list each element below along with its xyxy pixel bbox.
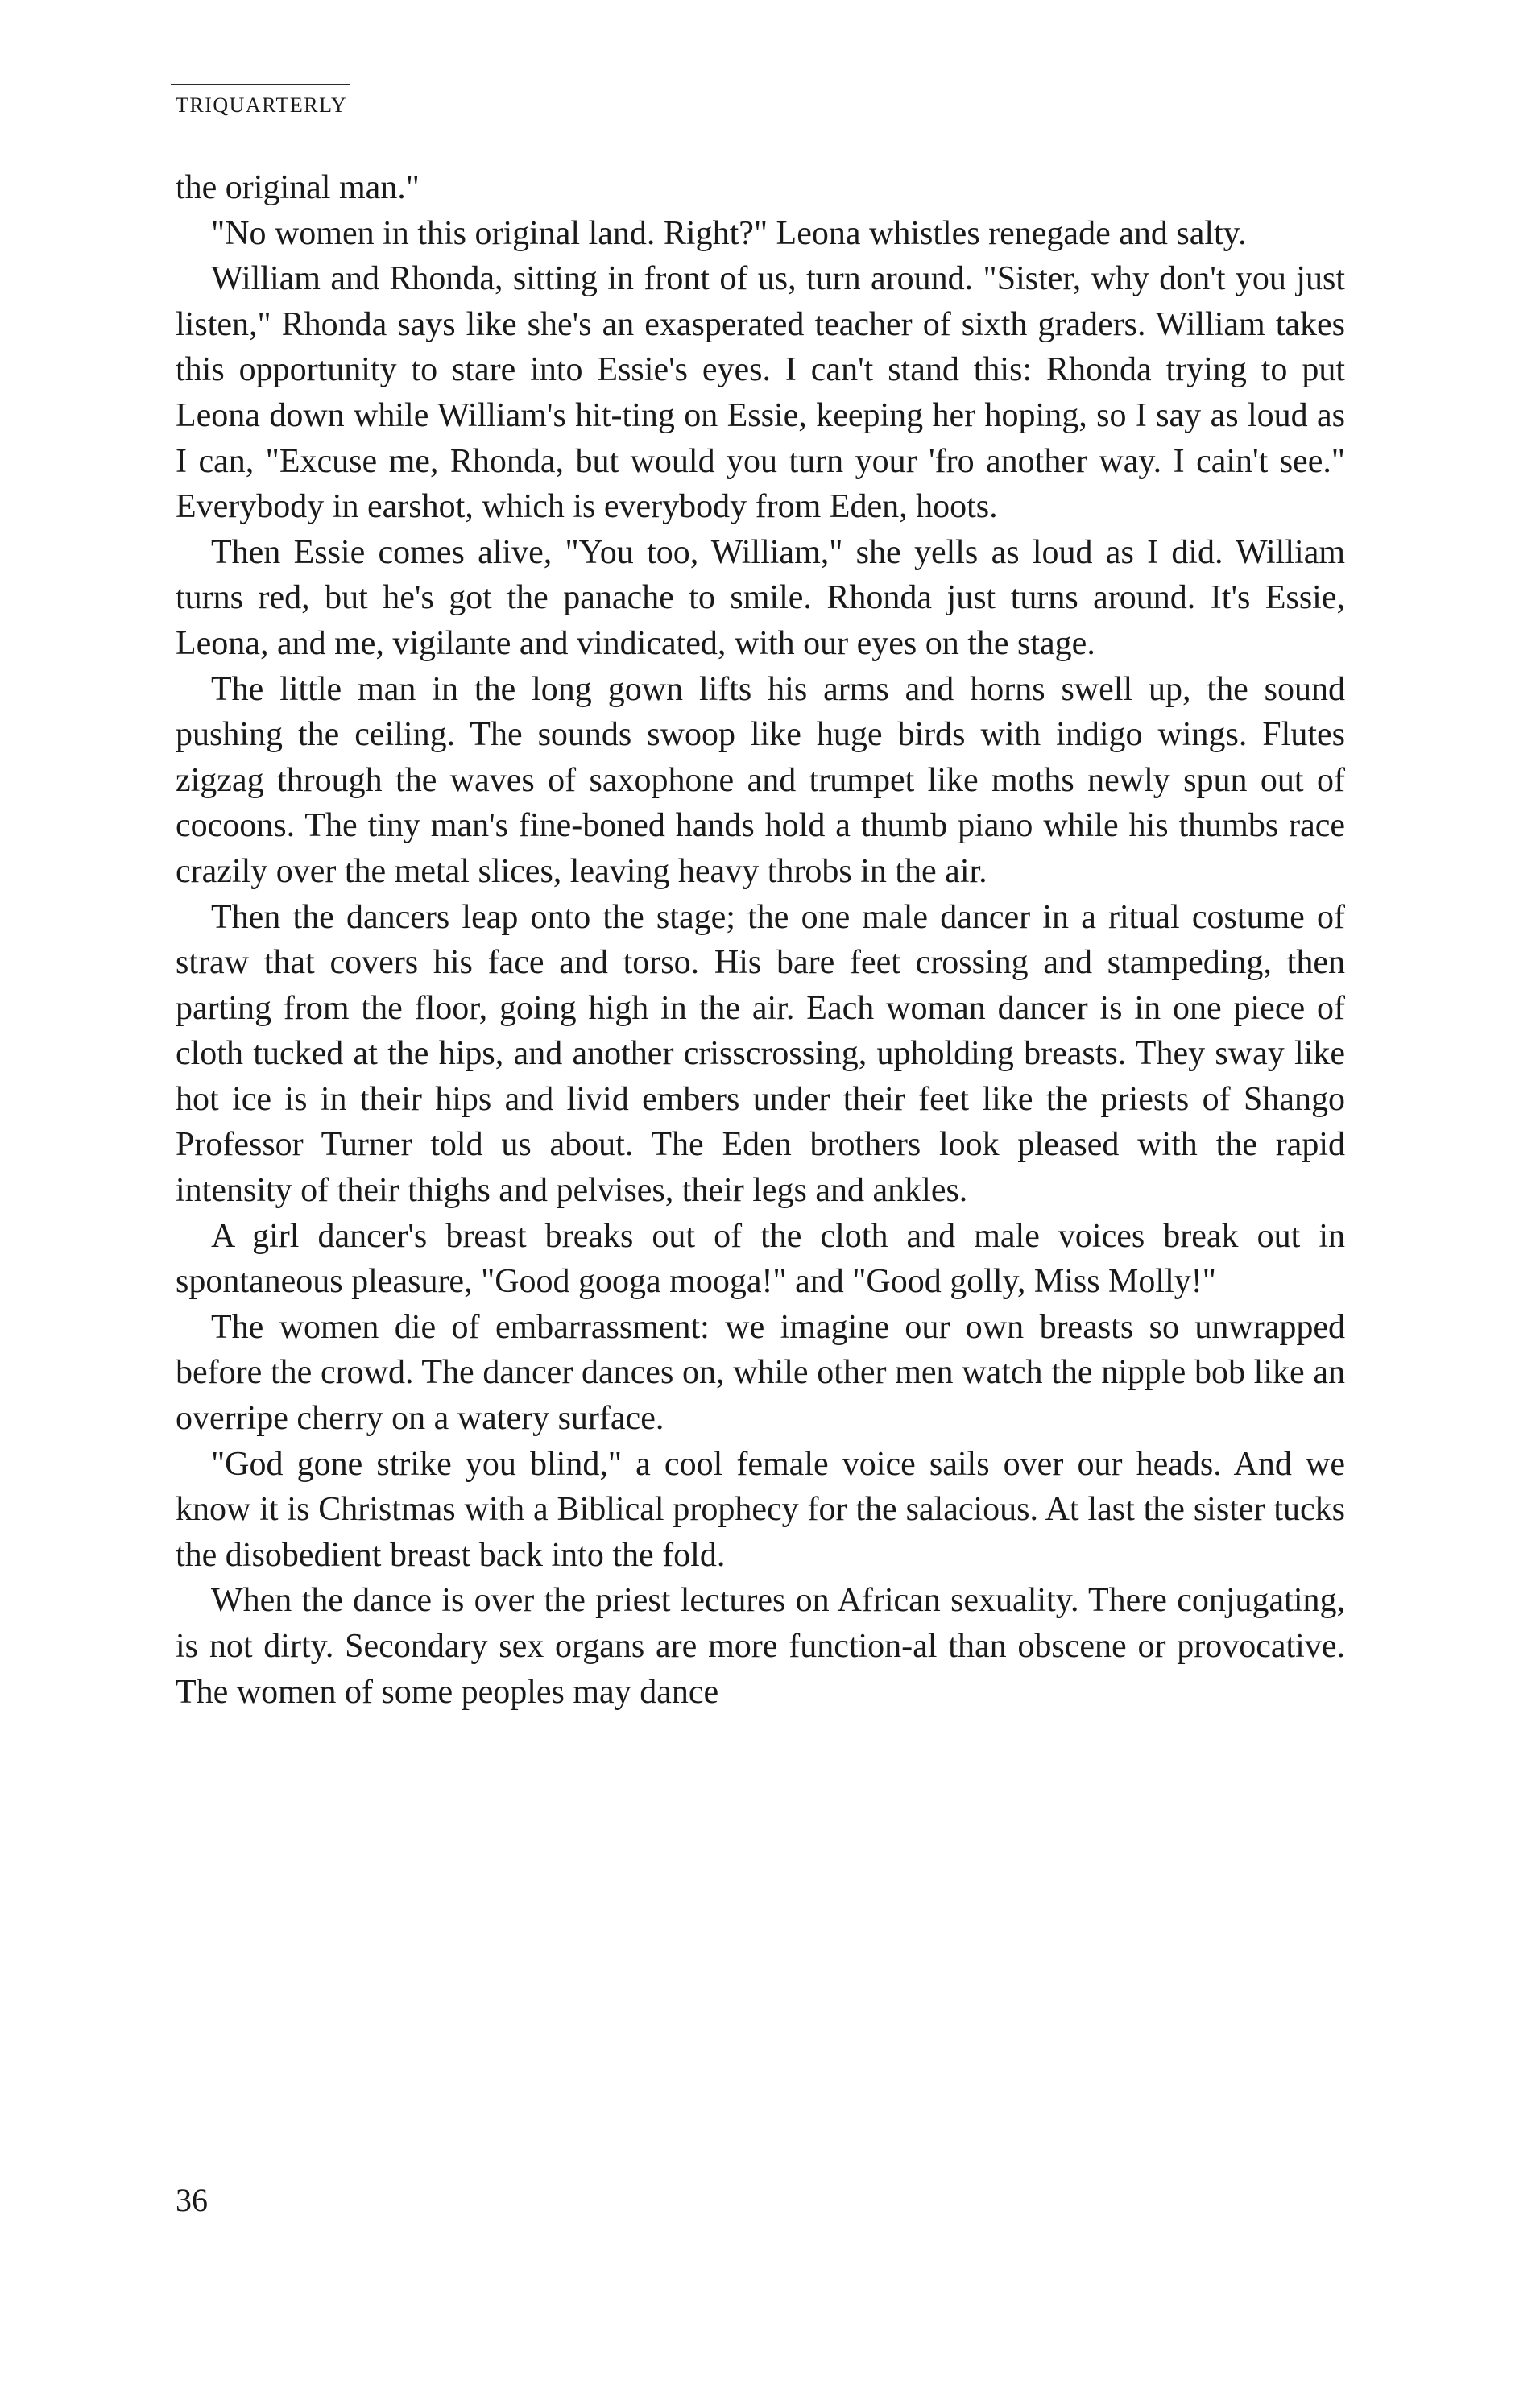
paragraph: Then Essie comes alive, "You too, William," she yells as loud as I did. William turns red, but he's got the panache to smile. Rhonda just turns around. It's Essie, Leona, and me, vigilante and vindicated, with our eyes on the stage. <box>176 533 1345 662</box>
paragraph: The little man in the long gown lifts his arms and horns swell up, the sound pushing the ceiling. The sounds swoop like huge birds with indigo wings. Flutes zigzag through the waves of saxophone and trumpet like moths newly spun out of cocoons. The tiny man's fine-boned hands hold a thumb piano while his thumbs race crazily over the metal slices, leaving heavy throbs in the air. <box>176 670 1345 890</box>
paragraph: the original man." <box>176 169 420 206</box>
body-text <box>176 165 1345 1715</box>
paragraph: "No women in this original land. Right?" Leona whistles renegade and salty. <box>211 214 1247 252</box>
paragraph: A girl dancer's breast breaks out of the cloth and male voices break out in spontaneous pleasure, "Good googa mooga!" and "Good golly, Miss Molly!" <box>176 1217 1345 1301</box>
page-number: 36 <box>176 2182 208 2218</box>
running-head: TRIQUARTERLY <box>176 93 348 117</box>
header-rule <box>171 84 350 85</box>
paragraph: When the dance is over the priest lectures on African sexuality. There conjugating, is not dirty. Secondary sex organs are more function-al than obscene or provocative. The women of some peoples may dance <box>176 1582 1345 1711</box>
paragraph: The women die of embarrassment: we imagine our own breasts so unwrapped before the crowd. The dancer dances on, while other men watch the nipple bob like an overripe cherry on a watery surface. <box>176 1308 1345 1438</box>
paragraph: William and Rhonda, sitting in front of us, turn around. "Sister, why don't you just listen," Rhonda says like she's an exasperated teacher of sixth graders. William takes this opportunity to stare into Essie's eyes. I can't stand this: Rhonda trying to put Leona down while William's hit-ting on Essie, keeping her hoping, so I say as loud as I can, "Excuse me, Rhonda, but would you turn your 'fro another way. I cain't see." Everybody in earshot, which is everybody from Eden, hoots. <box>176 260 1345 526</box>
paragraph: "God gone strike you blind," a cool female voice sails over our heads. And we know it is Christmas with a Biblical prophecy for the salacious. At last the sister tucks the disobedient breast back into the fold. <box>176 1445 1345 1574</box>
paragraph: Then the dancers leap onto the stage; the one male dancer in a ritual costume of straw that covers his face and torso. His bare feet crossing and stampeding, then parting from the floor, going high in the air. Each woman dancer is in one piece of cloth tucked at the hips, and another crisscrossing, upholding breasts. They sway like hot ice is in their hips and livid embers under their feet like the priests of Shango Professor Turner told us about. The Eden brothers look pleased with the rapid intensity of their thighs and pelvises, their legs and ankles. <box>176 898 1345 1210</box>
